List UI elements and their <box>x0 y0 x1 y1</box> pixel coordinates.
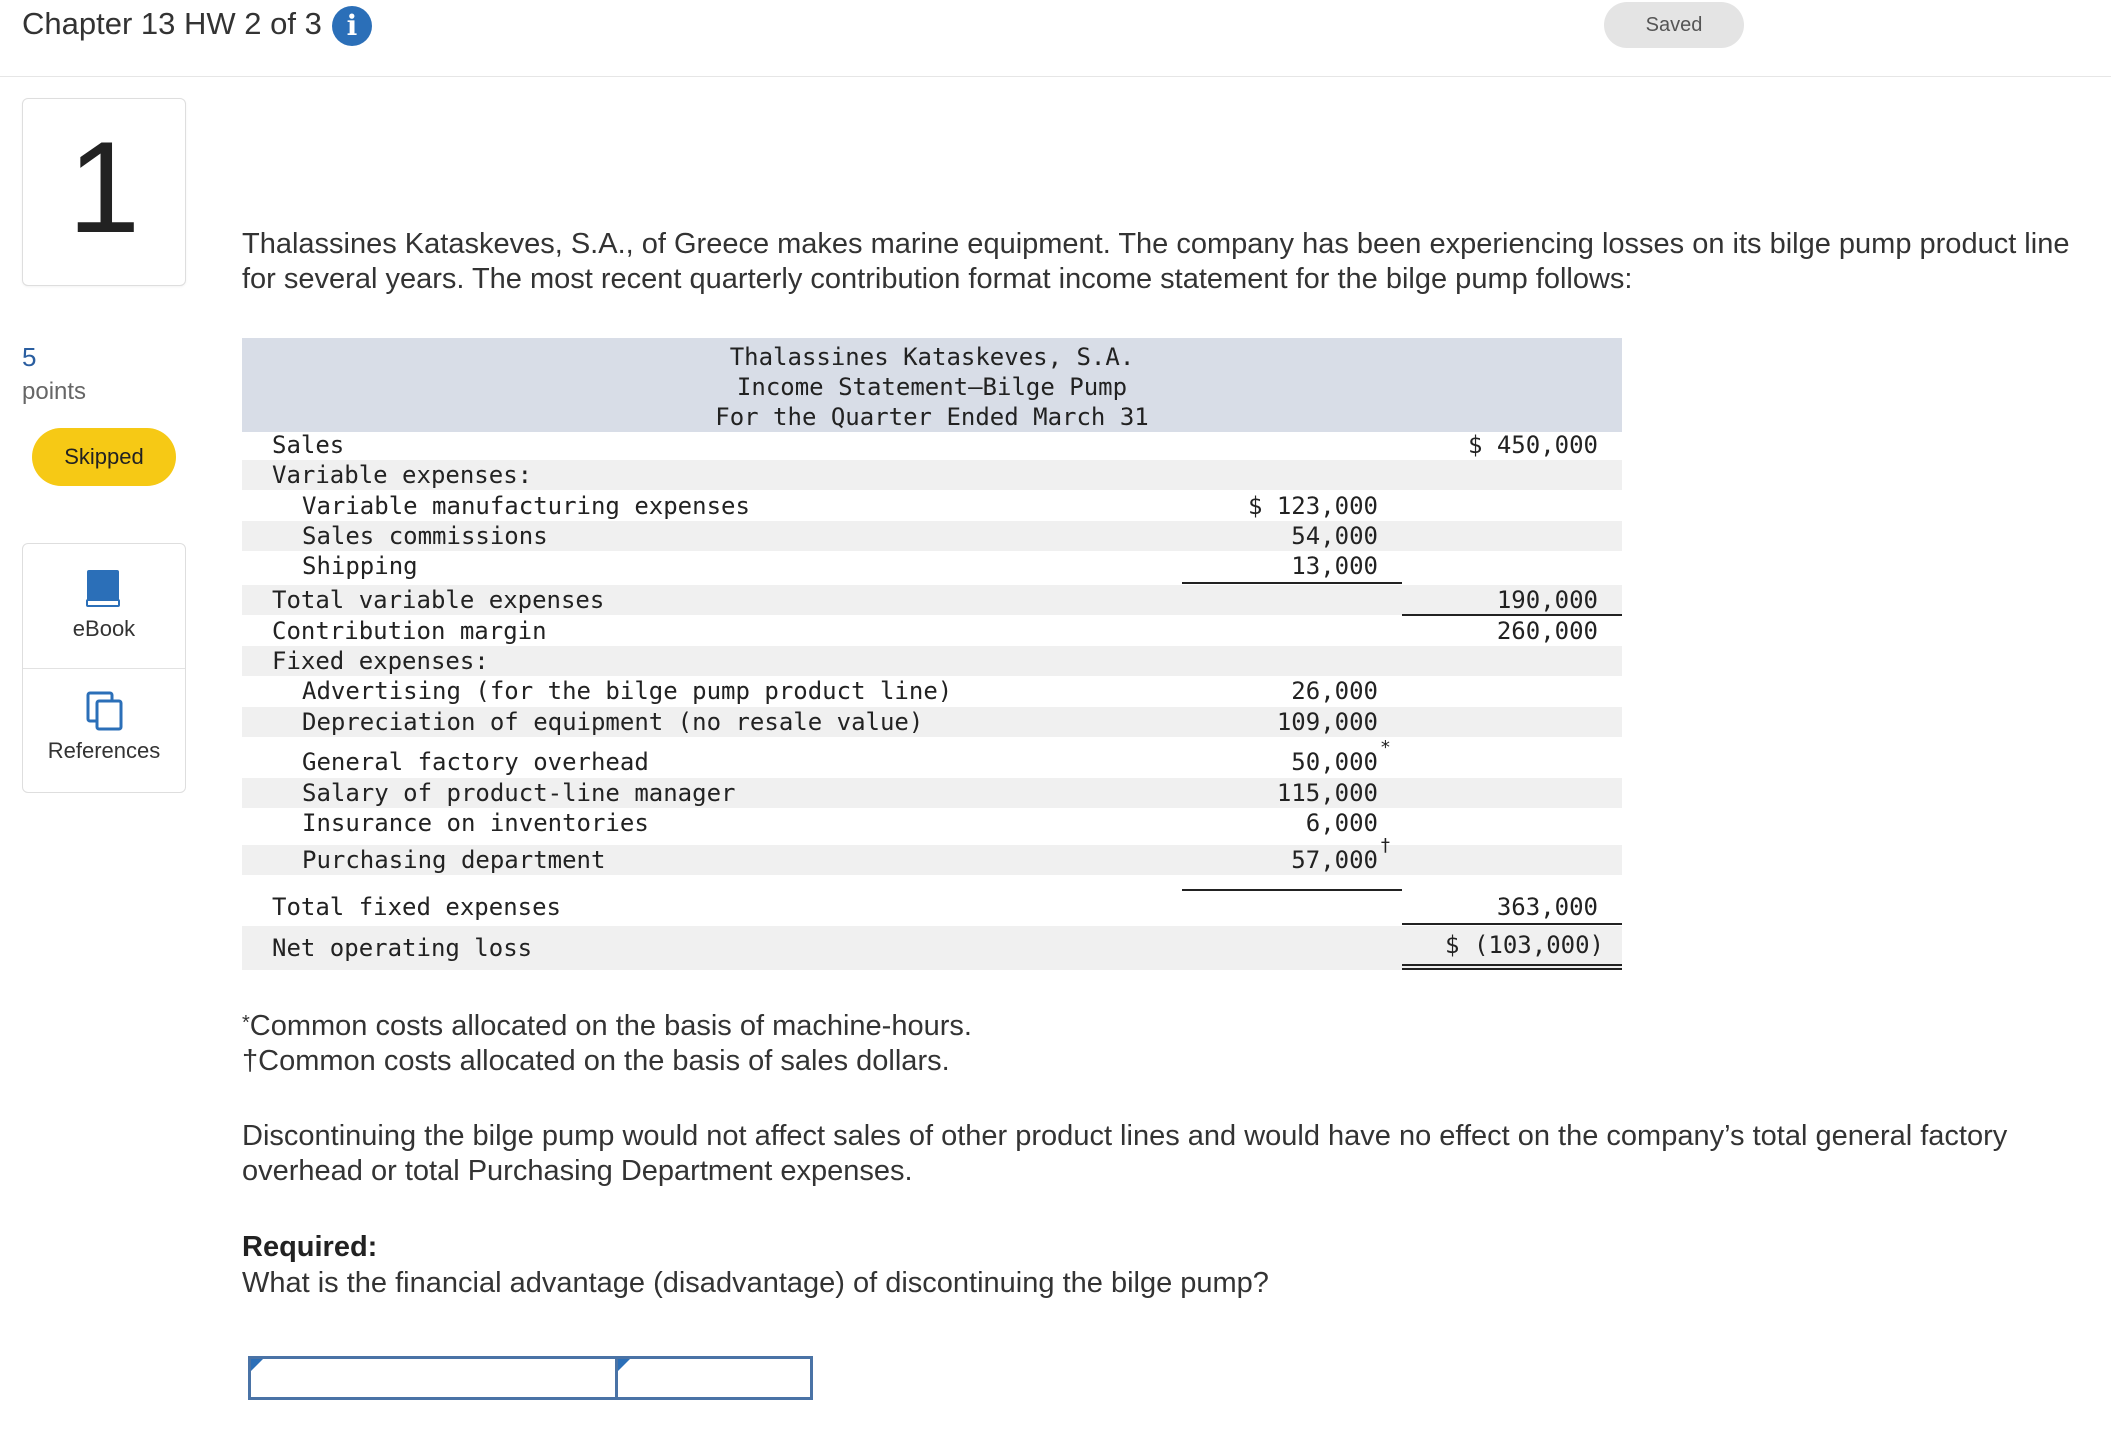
row-label: General factory overhead <box>302 748 649 776</box>
row-detail-value: 50,000 <box>1291 748 1378 776</box>
dropdown-corner-icon <box>618 1359 630 1371</box>
row-detail-value: 26,000 <box>1291 677 1378 705</box>
row-label: Purchasing department <box>302 846 606 874</box>
footnote-marker: † <box>242 1045 259 1077</box>
statement-period: For the Quarter Ended March 31 <box>715 403 1149 431</box>
row-label: Sales <box>272 431 345 459</box>
row-total-value: 190,000 <box>1496 586 1598 614</box>
answer-amount-cell[interactable] <box>618 1359 810 1397</box>
footnote-text: Common costs allocated on the basis of sales dollars. <box>258 1045 950 1077</box>
question-number: 1 <box>67 114 141 260</box>
statement-row-insurance <box>242 808 1622 838</box>
question-number-box <box>22 98 186 286</box>
statement-title: Income Statement—Bilge Pump <box>736 373 1128 401</box>
statement-row-sales-commissions <box>242 521 1622 551</box>
statement-row-total-variable <box>242 585 1622 615</box>
footnote-marker: * <box>1380 737 1391 758</box>
row-total-value: 363,000 <box>1496 893 1598 921</box>
statement-row-advertising <box>242 676 1622 706</box>
question-tools <box>22 543 186 793</box>
double-rule-top <box>1402 964 1622 966</box>
row-label: Depreciation of equipment (no resale value) <box>302 708 924 736</box>
dropdown-corner-icon <box>251 1359 263 1371</box>
row-label: Total fixed expenses <box>272 893 561 921</box>
answer-label-input[interactable] <box>251 1359 615 1397</box>
problem-intro: Thalassines Kataskeves, S.A., of Greece makes marine equipment. The company has been experiencing losses on its bilge pump product line for several years. The most recent quarterly contribution format income statement for the bilge pump follows: <box>242 228 2070 295</box>
references-label: References <box>47 738 161 763</box>
row-label: Variable expenses: <box>272 461 533 489</box>
row-label: Net operating loss <box>272 934 533 962</box>
saved-status-badge: Saved <box>1604 2 1744 48</box>
row-label: Variable manufacturing expenses <box>302 492 750 520</box>
footnote-sales-dollars <box>242 1044 2102 1079</box>
assignment-header <box>0 0 2111 77</box>
footnote-marker: † <box>1380 835 1391 856</box>
discontinue-assumption: Discontinuing the bilge pump would not affect sales of other product lines and would have no effect on the company’s total general factory overhead or total Purchasing Department expenses. <box>242 1120 2008 1187</box>
row-detail-value: 57,000 <box>1291 846 1378 874</box>
subtotal-rule <box>1402 923 1622 925</box>
statement-header <box>242 338 1622 432</box>
copy-pages-icon <box>85 690 125 732</box>
row-label: Fixed expenses: <box>272 647 489 675</box>
subtotal-rule <box>1182 582 1402 584</box>
row-label: Contribution margin <box>272 617 547 645</box>
row-total-value: $ 450,000 <box>1467 431 1598 459</box>
statement-row-general-factory-overhead <box>242 737 1622 777</box>
points-value: 5 <box>22 342 37 372</box>
row-total-value: 260,000 <box>1496 617 1598 645</box>
row-label: Sales commissions <box>302 522 548 550</box>
book-icon <box>85 568 121 608</box>
footnote-text: Common costs allocated on the basis of machine-hours. <box>249 1010 972 1042</box>
double-rule-bottom <box>1402 968 1622 970</box>
row-total-value: $ (103,000) <box>1445 931 1604 959</box>
statement-row-variable-manufacturing <box>242 491 1622 521</box>
row-detail-value: 109,000 <box>1276 708 1378 736</box>
row-label: Salary of product-line manager <box>302 779 736 807</box>
required-label: Required: <box>242 1231 378 1263</box>
footnote-machine-hours <box>242 1006 2102 1044</box>
row-label: Advertising (for the bilge pump product line) <box>302 677 953 705</box>
subtotal-rule <box>1182 889 1402 891</box>
info-icon[interactable]: i <box>332 6 372 46</box>
assignment-title: Chapter 13 HW 2 of 3 <box>22 6 322 41</box>
ebook-label: eBook <box>72 616 136 641</box>
statement-row-total-fixed <box>242 892 1622 922</box>
skipped-status-badge: Skipped <box>32 428 176 486</box>
answer-table <box>248 1356 813 1400</box>
answer-label-cell[interactable] <box>251 1359 618 1397</box>
statement-row-depreciation <box>242 707 1622 737</box>
row-detail-value: 6,000 <box>1305 809 1378 837</box>
row-detail-value: $ 123,000 <box>1247 492 1378 520</box>
ebook-button[interactable] <box>23 544 185 669</box>
statement-company-name: Thalassines Kataskeves, S.A. <box>729 343 1135 371</box>
row-label: Total variable expenses <box>272 586 605 614</box>
row-detail-value: 13,000 <box>1291 552 1378 580</box>
income-statement <box>242 338 1622 970</box>
references-button[interactable] <box>23 668 185 792</box>
row-detail-value: 54,000 <box>1291 522 1378 550</box>
statement-row-shipping <box>242 551 1622 581</box>
statement-row-contribution-margin <box>242 616 1622 646</box>
statement-row-purchasing <box>242 835 1622 875</box>
answer-amount-input[interactable] <box>618 1359 810 1397</box>
statement-row-fixed-expenses <box>242 646 1622 676</box>
row-label: Shipping <box>302 552 418 580</box>
points-label: points <box>22 378 87 405</box>
statement-row-sales <box>242 430 1622 460</box>
statement-row-variable-expenses <box>242 460 1622 490</box>
row-detail-value: 115,000 <box>1276 779 1378 807</box>
required-question: What is the financial advantage (disadvantage) of discontinuing the bilge pump? <box>242 1267 1269 1299</box>
row-label: Insurance on inventories <box>302 809 649 837</box>
footnote-marker: * <box>242 1012 250 1034</box>
statement-row-product-line-manager <box>242 778 1622 808</box>
